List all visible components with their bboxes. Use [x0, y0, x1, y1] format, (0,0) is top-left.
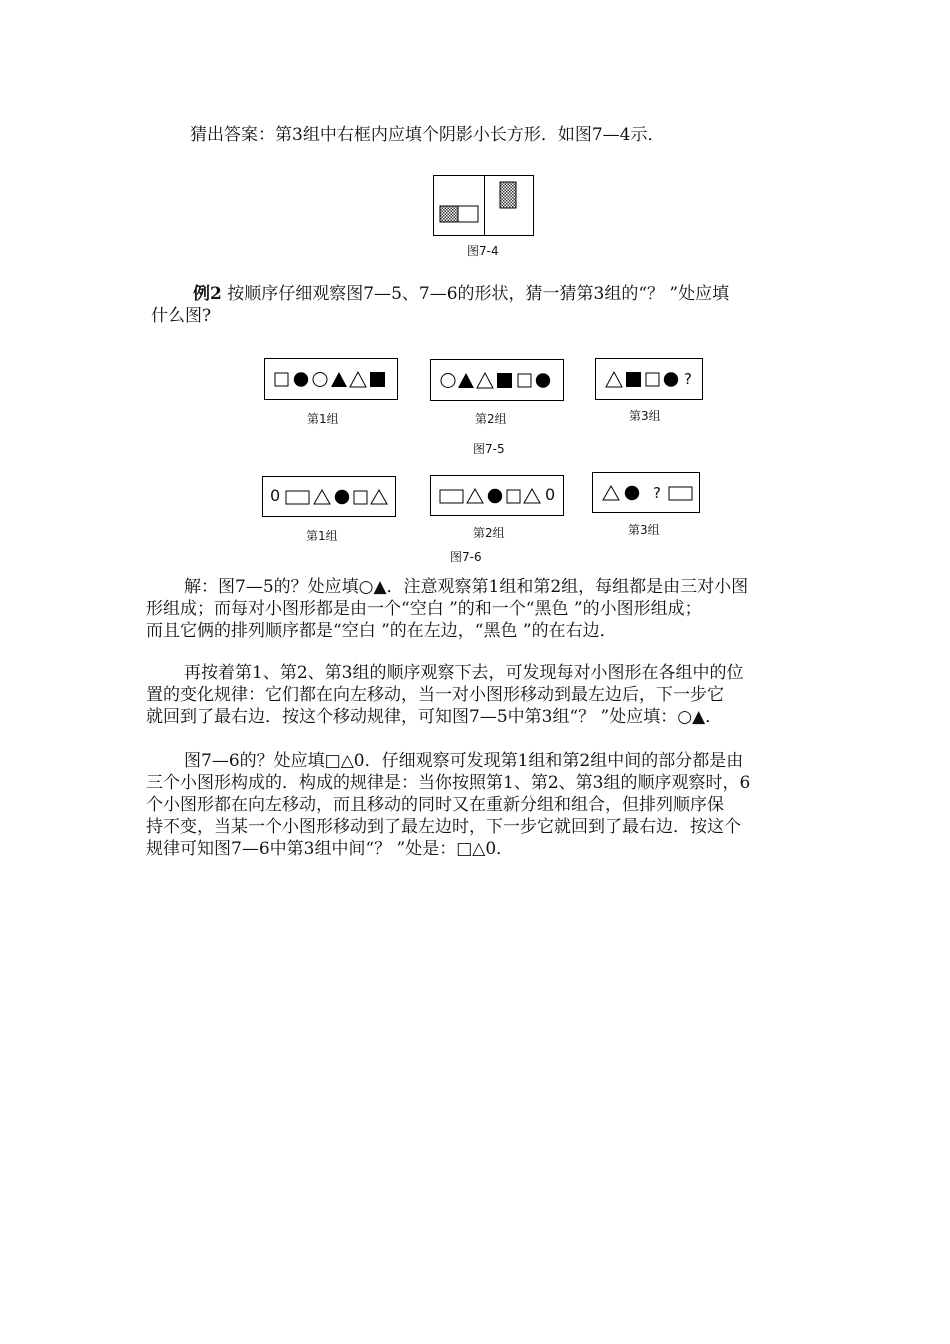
- fig76-group3-label: 第3组: [628, 523, 660, 537]
- triangle-empty: [477, 373, 493, 388]
- figure-7-4-frame: [433, 175, 534, 236]
- solution-p3-line4: 持不变，当某一个小图形移动到了最左边时，下一步它就回到了最右边．按这个: [146, 817, 741, 837]
- example-label: 例2: [193, 284, 222, 304]
- circle-filled: [488, 489, 502, 503]
- zero-shape: 0: [545, 485, 556, 504]
- fig75-group1-box: [264, 358, 398, 400]
- fig75-group2-label: 第2组: [475, 412, 507, 426]
- fig75-caption: 图7-5: [473, 442, 505, 456]
- triangle-empty: [606, 372, 622, 387]
- fig75-group3-label: 第3组: [629, 409, 661, 423]
- solution-p3-line1: 图7—6的？处应填□△0．仔细观察可发现第1组和第2组中间的部分都是由: [184, 751, 744, 771]
- shaded-rectangle: [440, 206, 458, 222]
- solution-p1-line3: 而且它俩的排列顺序都是“空白 ”的在左边，“黑色 ”的在右边．: [146, 621, 617, 641]
- triangle-empty: [314, 490, 330, 504]
- solution-p2-line2: 置的变化规律：它们都在向左移动，当一对小图形移动到最左边后，下一步它: [146, 685, 724, 705]
- example-text: 按顺序仔细观察图7—5、7—6的形状，猜一猜第3组的“？ ”处应填: [227, 284, 730, 304]
- fig76-group2-label: 第2组: [473, 526, 505, 540]
- circle-filled: [294, 372, 308, 386]
- fig76-caption: 图7-6: [450, 550, 482, 564]
- square-filled: [370, 372, 385, 387]
- rect-empty: [286, 491, 309, 504]
- circle-empty: [441, 374, 455, 388]
- question-mark: ?: [684, 370, 692, 388]
- circle-filled: [664, 372, 678, 386]
- square-empty: [354, 491, 367, 504]
- figure-7-4-shapes: [434, 176, 535, 237]
- zero-shape: 0: [270, 486, 281, 505]
- solution-p3-line2: 三个小图形构成的．构成的规律是：当你按照第1、第2、第3组的顺序观察时，6: [146, 773, 751, 793]
- question-mark: ?: [653, 484, 661, 502]
- fig75-group1-label: 第1组: [307, 412, 339, 426]
- fig76-group1-label: 第1组: [306, 529, 338, 543]
- triangle-empty: [524, 489, 540, 503]
- triangle-filled: [331, 372, 347, 387]
- circle-filled: [536, 373, 550, 387]
- fig76-group2-box: [430, 475, 564, 516]
- example-2-line2: 什么图?: [151, 306, 212, 326]
- square-filled: [497, 373, 512, 388]
- shaded-rectangle-answer: [500, 182, 516, 208]
- circle-filled: [625, 486, 639, 500]
- solution-p3-line5: 规律可知图7—6中第3组中间“？ ”处是：□△0．: [146, 839, 514, 859]
- rect-empty: [669, 487, 692, 500]
- triangle-filled: [458, 373, 474, 388]
- square-empty: [275, 373, 288, 386]
- square-empty: [646, 373, 659, 386]
- rect-empty: [440, 490, 463, 503]
- figure-7-4-caption: 图7-4: [467, 244, 499, 258]
- circle-empty: [313, 373, 327, 387]
- solution-p2-line3: 就回到了最右边．按这个移动规律，可知图7—5中第3组“？ ”处应填：○▲．: [146, 707, 723, 727]
- fig76-group3-box: [592, 472, 700, 513]
- solution-p3-line3: 个小图形都在向左移动，而且移动的同时又在重新分组和组合，但排列顺序保: [146, 795, 724, 815]
- solution-p1-line2: 形组成；而每对小图形都是由一个“空白 ”的和一个“黑色 ”的小图形组成；: [146, 599, 702, 619]
- solution-p2-line1: 再按着第1、第2、第3组的顺序观察下去，可发现每对小图形在各组中的位: [184, 663, 744, 683]
- square-empty: [518, 374, 531, 387]
- solution-p1-line1: 解：图7—5的？处应填○▲．注意观察第1组和第2组，每组都是由三对小图: [184, 577, 749, 597]
- triangle-empty: [603, 486, 619, 500]
- triangle-empty: [350, 372, 366, 387]
- fig75-group3-box: [595, 358, 703, 400]
- fig76-group1-box: [262, 476, 396, 517]
- example-2-line1: [193, 283, 729, 305]
- triangle-empty: [467, 489, 483, 503]
- square-empty: [507, 490, 520, 503]
- intro-text: 猜出答案：第3组中右框内应填个阴影小长方形．如图7—4示．: [190, 125, 665, 145]
- fig75-group2-box: [430, 359, 564, 401]
- circle-filled: [335, 490, 349, 504]
- square-filled: [626, 372, 641, 387]
- triangle-empty: [371, 490, 387, 504]
